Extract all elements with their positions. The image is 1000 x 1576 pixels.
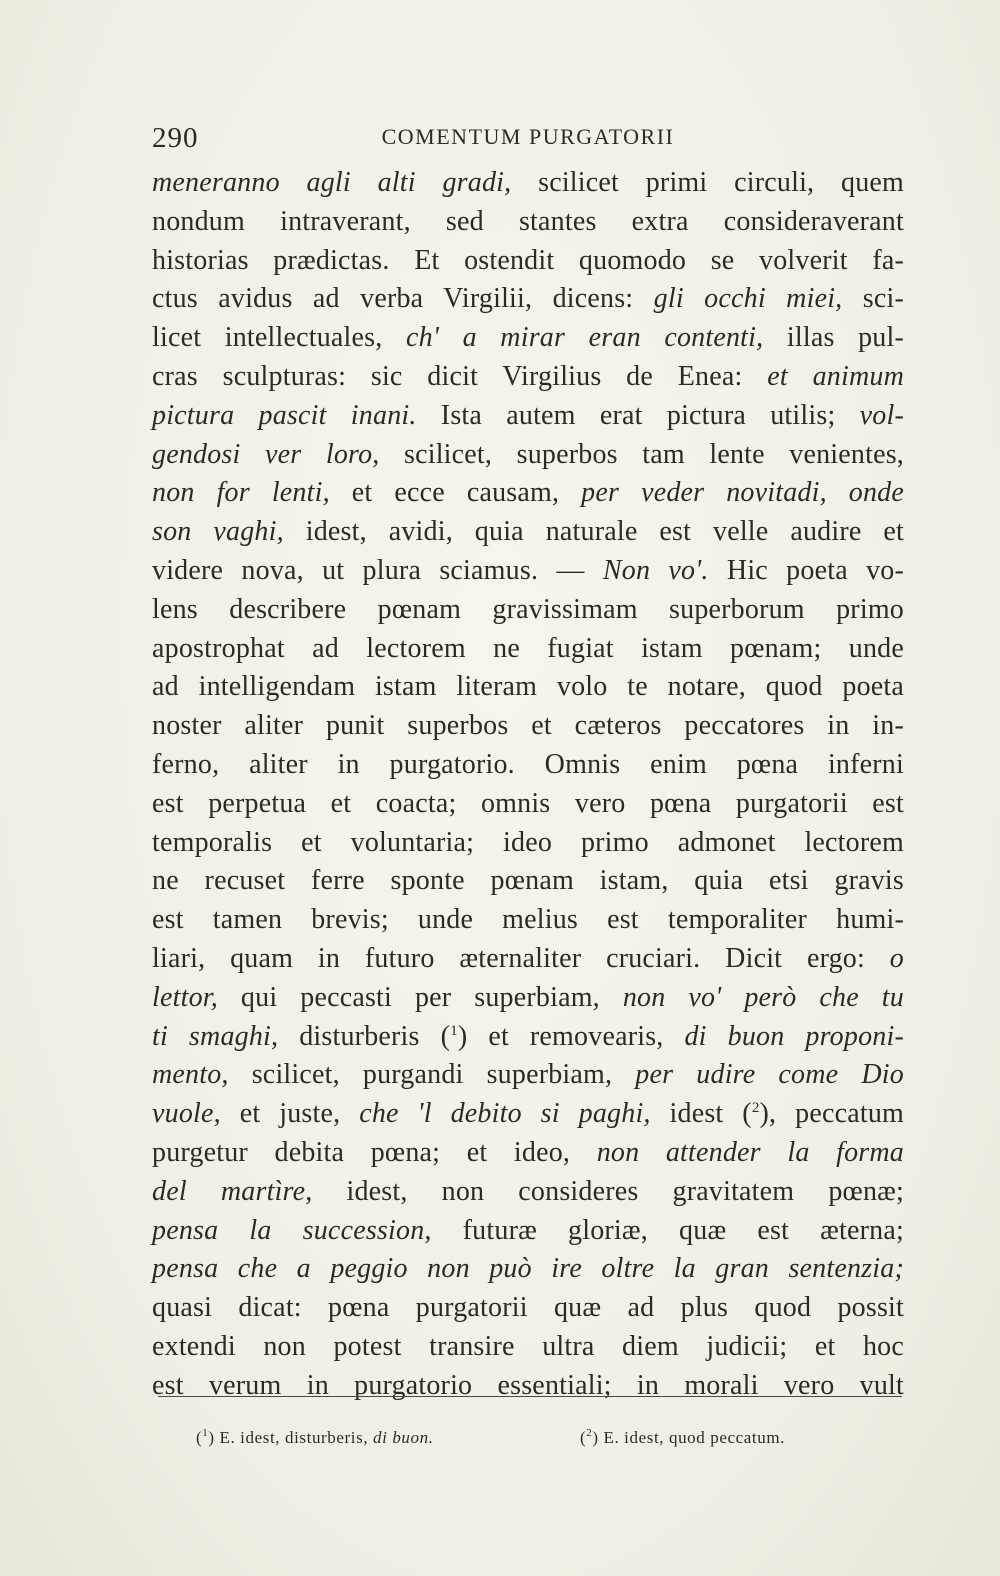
italic-text: lettor, <box>152 981 218 1013</box>
italic-text: o <box>889 942 904 974</box>
page-number: 290 <box>152 122 199 154</box>
text-run: liari, quam in futuro æternaliter cruciari. Dicit ergo: <box>152 942 890 974</box>
italic-text: vuole, <box>152 1098 221 1130</box>
text-line <box>152 1173 904 1212</box>
italic-text: per veder novitadi, onde <box>581 477 904 509</box>
italic-text: del martìre, <box>152 1175 313 1207</box>
text-line <box>152 1134 904 1173</box>
text-run: est perpetua et coacta; omnis vero pœna purgatorii est <box>152 787 904 819</box>
text-run: apostrophat ad lectorem ne fugiat istam pœnam; unde <box>152 632 904 664</box>
text-line <box>152 707 904 746</box>
italic-text: Non vo'. <box>602 554 709 586</box>
text-line <box>152 1056 904 1095</box>
text-run: ferno, aliter in purgatorio. Omnis enim pœna inferni <box>152 748 904 780</box>
text-run: temporalis et voluntaria; ideo primo admonet lectorem <box>152 826 904 858</box>
footnotes <box>196 1428 896 1458</box>
footnote-marker: 2 <box>751 1100 760 1117</box>
text-run: ad intelligendam istam literam volo te notare, quod poeta <box>152 671 904 703</box>
italic-text: mento, <box>152 1059 229 1091</box>
text-run: disturberis ( <box>278 1020 451 1052</box>
italic-text: ch' a mirar eran contenti, <box>406 322 764 354</box>
text-line <box>152 979 904 1018</box>
text-run: quasi dicat: pœna purgatorii quæ ad plus quod possit <box>152 1292 904 1324</box>
text-line <box>152 280 904 319</box>
text-run: idest ( <box>650 1098 752 1130</box>
text-run: scilicet, purgandi superbiam, <box>228 1059 636 1091</box>
text-run: noster aliter punit superbos et cæteros peccatores in in- <box>152 710 904 742</box>
text-run: et juste, <box>220 1098 360 1130</box>
italic-text: ti smaghi, <box>152 1020 279 1052</box>
text-line <box>152 1095 904 1134</box>
text-run: Hic poeta vo- <box>708 554 905 586</box>
text-line <box>152 513 904 552</box>
footnote-rule <box>158 1396 902 1397</box>
text-line <box>152 1250 904 1289</box>
text-run: idest, non consideres gravitatem pœnæ; <box>312 1175 904 1207</box>
italic-text: non for lenti, <box>152 477 330 509</box>
text-line <box>152 397 904 436</box>
text-run: ) E. idest, disturberis, <box>208 1428 374 1447</box>
text-line <box>152 668 904 707</box>
text-line <box>152 901 904 940</box>
text-line <box>152 1367 904 1406</box>
text-run: extendi non potest transire ultra diem judicii; et hoc <box>152 1330 904 1362</box>
text-line <box>152 862 904 901</box>
footnote-marker: 1 <box>202 1427 209 1439</box>
text-run: lens describere pœnam gravissimam superborum primo <box>152 593 904 625</box>
italic-text: pensa che a peggio non può ire oltre la gran sentenzia; <box>152 1253 904 1285</box>
text-line <box>152 1289 904 1328</box>
text-run: ne recuset ferre sponte pœnam istam, quia etsi gravis <box>152 865 904 897</box>
text-line <box>152 164 904 203</box>
text-run: futuræ gloriæ, quæ est æterna; <box>431 1214 904 1246</box>
text-run: illas pul- <box>763 322 904 354</box>
text-line <box>152 1212 904 1251</box>
text-run: ) et removearis, <box>457 1020 685 1052</box>
text-line <box>152 1328 904 1367</box>
text-run: idest, avidi, quia naturale est velle audire et <box>283 516 904 548</box>
text-line <box>152 358 904 397</box>
text-line <box>152 474 904 513</box>
text-run: ( <box>196 1428 203 1447</box>
italic-text: che 'l debito si paghi, <box>359 1098 651 1130</box>
text-run: nondum intraverant, sed stantes extra consideraverant <box>152 205 904 237</box>
text-run: ), peccatum <box>759 1098 904 1130</box>
text-line <box>152 630 904 669</box>
text-run: videre nova, ut plura sciamus. — <box>152 554 603 586</box>
text-line <box>152 436 904 475</box>
text-run: est verum in purgatorio essentiali; in morali vero vult <box>152 1369 904 1401</box>
italic-text: pictura pascit inani. <box>152 399 417 431</box>
italic-text: son vaghi, <box>152 516 284 548</box>
italic-text: gendosi ver loro, <box>152 438 380 470</box>
italic-text: per udire come Dio <box>635 1059 904 1091</box>
body-text <box>152 164 904 1406</box>
text-run: historias prædictas. Et ostendit quomodo se volverit fa- <box>152 244 904 276</box>
text-line <box>152 319 904 358</box>
italic-text: pensa la succession, <box>152 1214 432 1246</box>
text-run: est tamen brevis; unde melius est temporaliter humi- <box>152 904 904 936</box>
text-run: et ecce causam, <box>329 477 582 509</box>
text-run: qui peccasti per superbiam, <box>217 981 623 1013</box>
text-line <box>152 203 904 242</box>
text-run: scilicet primi circuli, quem <box>511 167 904 198</box>
text-run: sci- <box>842 283 904 315</box>
text-run: licet intellectuales, <box>152 322 406 354</box>
footnote-2 <box>580 1428 785 1448</box>
text-run: scilicet, superbos tam lente venientes, <box>379 438 904 470</box>
italic-text: di buon proponi- <box>684 1020 904 1052</box>
text-line <box>152 746 904 785</box>
text-run: ( <box>580 1428 587 1447</box>
text-line <box>152 940 904 979</box>
text-line <box>152 242 904 281</box>
page-header <box>152 118 904 158</box>
italic-text: non attender la forma <box>596 1136 904 1168</box>
text-line <box>152 824 904 863</box>
text-run: Ista autem erat pictura utilis; <box>416 399 860 431</box>
text-line <box>152 1018 904 1057</box>
running-head: COMENTUM PURGATORII <box>381 124 675 149</box>
footnote-marker: 2 <box>586 1427 593 1439</box>
text-run: ) E. idest, quod peccatum. <box>592 1428 786 1447</box>
italic-text: di buon. <box>373 1428 434 1447</box>
text-run: purgetur debita pœna; et ideo, <box>152 1136 597 1168</box>
text-run: ctus avidus ad verba Virgilii, dicens: <box>152 283 654 315</box>
footnote-marker: 1 <box>450 1022 458 1039</box>
italic-text: gli occhi miei, <box>653 283 843 315</box>
italic-text: meneranno agli alti gradi, <box>152 167 512 198</box>
text-line <box>152 785 904 824</box>
text-line <box>152 552 904 591</box>
italic-text: vol- <box>859 399 904 431</box>
italic-text: et animum <box>767 360 904 392</box>
footnote-1 <box>196 1428 434 1448</box>
text-run: cras sculpturas: sic dicit Virgilius de Enea: <box>152 360 768 392</box>
text-line <box>152 591 904 630</box>
italic-text: non vo' però che tu <box>622 981 904 1013</box>
